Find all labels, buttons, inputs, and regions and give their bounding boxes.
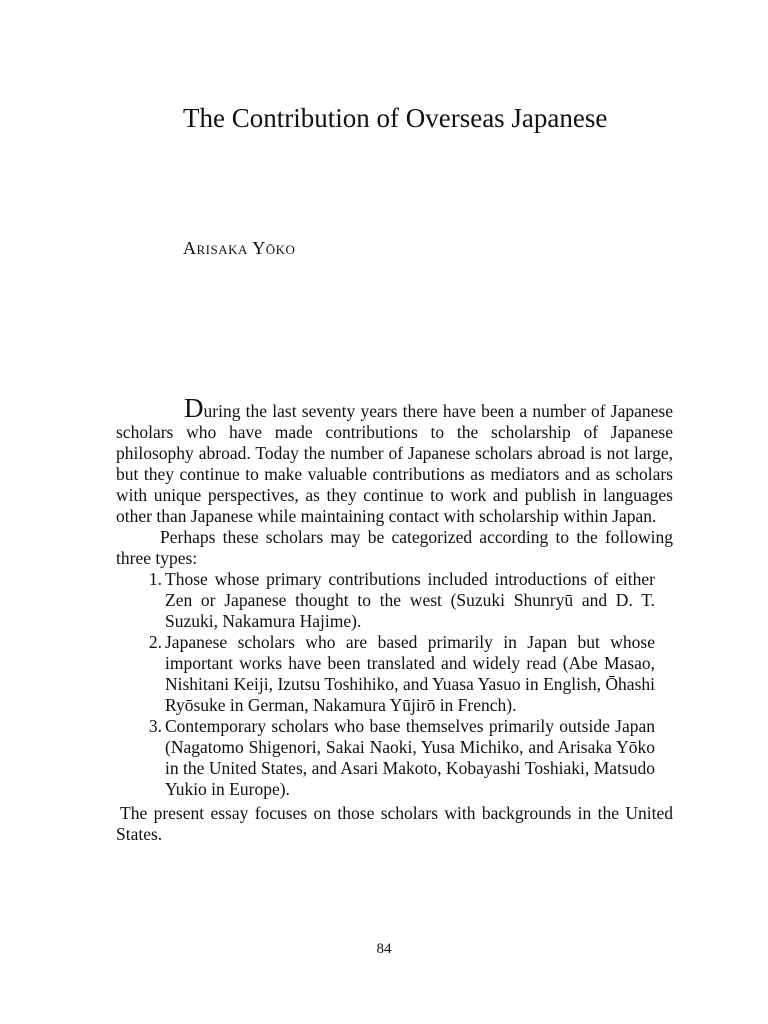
body-text — [116, 393, 673, 845]
list-item — [116, 632, 673, 716]
list-item — [116, 569, 673, 632]
paragraph-intro-text: uring the last seventy years there have been a number of Japanese scholars who have made contributions to the scholarship of Japanese philosophy abroad. Today the number of Japanese scholars abroad is not large, but they continue to make valuable contributions as mediators and as scholars with unique perspectives, as they continue to work and publish in languages other than Japanese while maintaining contact with scholarship within Japan. — [116, 401, 673, 526]
page-title: The Contribution of Overseas Japanese — [183, 103, 608, 133]
list-item-text: Those whose primary contributions included introductions of either Zen or Japanese thought to the west (Suzuki Shunryū and D. T. Suzuki, Nakamura Hajime). — [165, 569, 655, 631]
list-item-text: Japanese scholars who are based primarily in Japan but whose important works have been translated and widely read (Abe Masao, Nishitani Keiji, Izutsu Toshihiko, and Yuasa Yasuo in English, Ōhashi Ryōsuke in German, Nakamura Yūjirō in French). — [165, 632, 655, 715]
page-number: 84 — [376, 941, 392, 957]
paragraph-focus: The present essay focuses on those scholars with backgrounds in the United States. — [116, 803, 673, 844]
author-name: Arisaka Yōko — [183, 238, 296, 258]
list-item-number: 1. — [148, 569, 162, 589]
list-item-text: Contemporary scholars who base themselves primarily outside Japan (Nagatomo Shigenori, Sakai Naoki, Yusa Michiko, and Arisaka Yōko in the United States, and Asari Makoto, Kobayashi Toshiaki, Matsudo Yukio in Europe). — [165, 716, 655, 799]
paragraph-intro — [116, 393, 673, 527]
paragraph-categories: Perhaps these scholars may be categorized according to the following three types: — [116, 527, 673, 568]
dropcap-letter: D — [184, 393, 204, 423]
list-item — [116, 716, 673, 800]
list-item-number: 2. — [148, 632, 162, 652]
scholar-types-list — [116, 569, 673, 800]
list-item-number: 3. — [148, 716, 162, 736]
